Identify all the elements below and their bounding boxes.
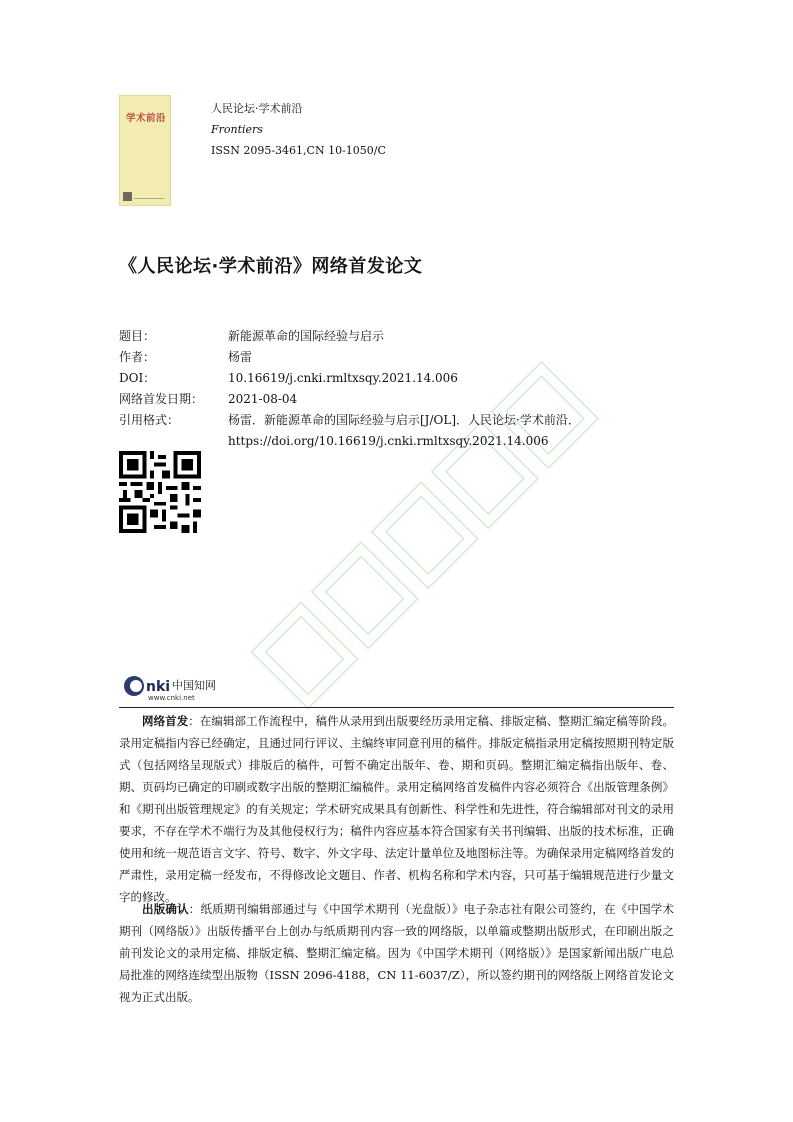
svg-text:nki: nki (146, 679, 171, 695)
cnki-logo-icon (122, 672, 242, 702)
article-metadata (119, 326, 648, 452)
cover-title: 学术前沿 (126, 113, 167, 124)
journal-info (211, 98, 386, 161)
meta-label: 作者： (119, 350, 156, 364)
meta-value: 2021-08-04 (228, 392, 298, 406)
meta-label: 网络首发日期： (119, 392, 204, 406)
meta-label (119, 431, 228, 452)
note-label: 出版确认 (142, 902, 189, 916)
meta-row (119, 410, 648, 431)
journal-cover (119, 95, 171, 206)
note-online-first (119, 710, 674, 908)
note-publication-confirm (119, 898, 674, 1008)
meta-row (119, 347, 648, 368)
qr-code-icon (119, 451, 201, 533)
meta-value: 新能源革命的国际经验与启示 (228, 329, 385, 343)
meta-label: 题目： (119, 329, 156, 343)
divider (119, 707, 674, 708)
meta-row (119, 389, 648, 410)
meta-value: 杨雷．新能源革命的国际经验与启示[J/OL]．人民论坛·学术前沿． (228, 413, 580, 427)
journal-name: 人民论坛·学术前沿 (211, 102, 303, 115)
meta-label: 引用格式： (119, 413, 180, 427)
journal-name-en: Frontiers (211, 123, 263, 136)
note-text: ：在编辑部工作流程中，稿件从录用到出版要经历录用定稿、排版定稿、整期汇编定稿等阶段。录用定稿指内容已经确定，且通过同行评议、主编终审同意刊用的稿件。排版定稿指录用定稿按照期刊特定版式（包括网络呈现版式）排版后的稿件，可暂不确定出版年、卷、期和页码。整期汇编定稿指出版年、卷、期、页码均已确定的印刷或数字出版的整期汇编稿件。录用定稿网络首发稿件内容必须符合《出版管理条例》和《期刊出版管理规定》的有关规定；学术研究成果具有创新性、科学性和先进性，符合编辑部对刊文的录用要求，不存在学术不端行为及其他侵权行为；稿件内容应基本符合国家有关书刊编辑、出版的技术标准，正确使用和统一规范语言文字、符号、数字、外文字母、法定计量单位及地图标注等。为确保录用定稿网络首发的严肃性，录用定稿一经发布，不得修改论文题目、作者、机构名称和学术内容，只可基于编辑规范进行少量文字的修改。 (119, 714, 675, 904)
meta-value: 杨雷 (228, 350, 253, 364)
journal-issn: ISSN 2095-3461,CN 10-1050/C (211, 144, 386, 157)
note-label: 网络首发 (142, 714, 189, 728)
meta-row (119, 368, 648, 389)
note-text: ：纸质期刊编辑部通过与《中国学术期刊（光盘版）》电子杂志社有限公司签约，在《中国学术期刊（网络版）》出版传播平台上创办与纸质期刊内容一致的网络版，以单篇或整期出版形式，在印刷出版之前刊发论文的录用定稿、排版定稿、整期汇编定稿。因为《中国学术期刊（网络版）》是国家新闻出版广电总局批准的网络连续型出版物（ISSN 2096-4188，CN 11-6037/Z），所以签约期刊的网络版上网络首发论文视为正式出版。 (119, 902, 674, 1004)
meta-row (119, 326, 648, 347)
meta-row (119, 431, 648, 452)
page-title: 《人民论坛·学术前沿》网络首发论文 (119, 256, 423, 277)
meta-label: DOI： (119, 371, 156, 385)
cover-divider (134, 198, 164, 199)
svg-text:www.cnki.net: www.cnki.net (148, 694, 195, 702)
doi-link[interactable]: https://doi.org/10.16619/j.cnki.rmltxsqy.2021.14.006 (228, 434, 549, 448)
svg-text:中国知网: 中国知网 (172, 679, 216, 692)
cover-barcode-icon (123, 192, 132, 201)
meta-value[interactable]: 10.16619/j.cnki.rmltxsqy.2021.14.006 (228, 371, 458, 385)
